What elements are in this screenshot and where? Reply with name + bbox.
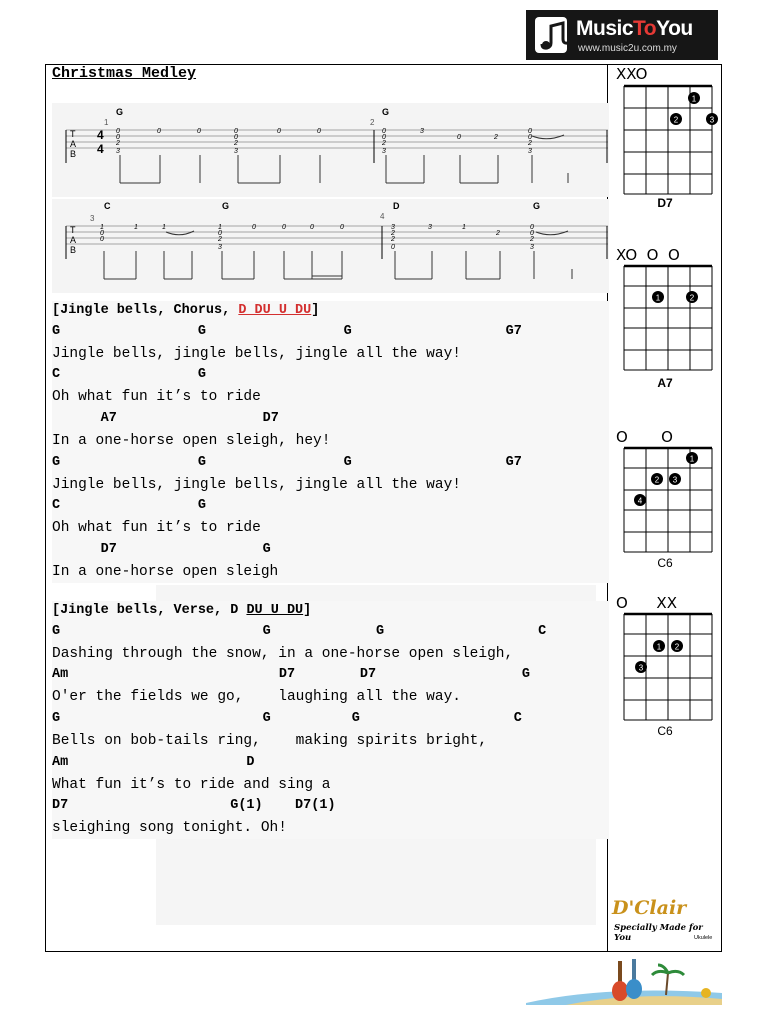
time-sig-bottom: 4 <box>97 142 104 156</box>
chord-line: C G <box>52 498 206 513</box>
svg-text:0: 0 <box>340 224 344 231</box>
measure-number-4: 4 <box>380 212 385 221</box>
svg-text:0: 0 <box>100 236 104 243</box>
svg-text:0: 0 <box>530 230 534 237</box>
tab2-letter-t: T <box>70 225 76 235</box>
lyric-line: Oh what fun it’s to ride <box>52 389 261 405</box>
chorus-header-suffix: ] <box>311 303 320 318</box>
svg-text:0: 0 <box>116 134 120 141</box>
svg-text:0: 0 <box>157 128 161 135</box>
tab2-letter-b: B <box>70 245 77 255</box>
top-marks: XO O O <box>616 246 680 264</box>
lyric-line: In a one-horse open sleigh, hey! <box>52 433 331 449</box>
svg-text:3: 3 <box>234 148 238 155</box>
chord-line: D7 G(1) D7(1) <box>52 798 336 813</box>
svg-text:3: 3 <box>382 148 386 155</box>
svg-text:2: 2 <box>528 140 532 147</box>
chord-line: G G G G7 <box>52 455 522 470</box>
chord-line: Am D <box>52 755 255 770</box>
svg-text:2: 2 <box>116 140 120 147</box>
svg-text:3: 3 <box>391 224 395 231</box>
tab-letter-a: A <box>70 139 77 149</box>
svg-text:3: 3 <box>530 244 534 251</box>
svg-text:2: 2 <box>218 236 222 243</box>
svg-text:2: 2 <box>530 236 534 243</box>
chord-line: G G G C <box>52 624 547 639</box>
svg-text:0: 0 <box>197 128 201 135</box>
tablature-staff-2 <box>52 199 609 293</box>
finger-number: 1 <box>689 454 695 464</box>
finger-number: 2 <box>654 475 660 485</box>
finger-number: 3 <box>709 115 715 125</box>
finger-number: 2 <box>689 293 695 303</box>
chord-name-d7: D7 <box>657 196 673 210</box>
lyric-line: What fun it’s to ride and sing a <box>52 777 331 793</box>
tab-chord-g-1: G <box>116 107 124 117</box>
chord-diagram-c6 <box>608 428 722 558</box>
dclair-tagline: Specially Made for You <box>614 923 703 943</box>
svg-text:0: 0 <box>382 128 386 135</box>
finger-number: 1 <box>691 94 697 104</box>
svg-text:2: 2 <box>391 230 395 237</box>
svg-text:0: 0 <box>528 134 532 141</box>
finger-number: 1 <box>655 293 661 303</box>
dclair-logo <box>608 895 722 947</box>
lyric-line: Dashing through the snow, in a one-horse open sleigh, <box>52 646 514 662</box>
svg-text:3: 3 <box>218 244 222 251</box>
svg-text:0: 0 <box>116 128 120 135</box>
brand-you: You <box>656 17 693 40</box>
svg-text:2: 2 <box>234 140 238 147</box>
svg-text:0: 0 <box>457 134 461 141</box>
svg-text:1: 1 <box>462 224 466 231</box>
brand-name <box>576 17 693 41</box>
measure-number-1: 1 <box>104 118 109 127</box>
chorus-header-prefix: [Jingle bells, Chorus, <box>52 303 239 318</box>
chord-diagram-a7 <box>608 246 722 376</box>
finger-number: 2 <box>673 115 679 125</box>
chord-name-a7: A7 <box>657 376 673 390</box>
chorus-header <box>52 301 319 321</box>
top-marks: XXO <box>616 66 648 83</box>
svg-text:3: 3 <box>428 224 432 231</box>
svg-text:0: 0 <box>528 128 532 135</box>
dclair-sub: Ukulele <box>694 935 713 941</box>
tab-letter-t: T <box>70 129 76 139</box>
verse-header-prefix: [Jingle bells, Verse, D <box>52 603 247 618</box>
chorus-section <box>52 301 609 583</box>
lyric-line: O'er the fields we go, laughing all the way. <box>52 689 461 705</box>
svg-text:2: 2 <box>382 140 386 147</box>
dclair-brand: D'Clair <box>612 897 687 919</box>
beach-ukulele-illustration <box>526 955 722 1005</box>
svg-text:2: 2 <box>494 134 498 141</box>
chord-chart-d7 <box>608 66 722 216</box>
time-sig-top: 4 <box>97 128 104 142</box>
svg-text:0: 0 <box>530 224 534 231</box>
tab-chord-g-3: G <box>222 201 230 211</box>
svg-text:0: 0 <box>317 128 321 135</box>
chorus-strum-pattern: D DU U DU <box>238 303 312 318</box>
svg-text:1: 1 <box>100 224 104 231</box>
tablature-row-1 <box>52 103 609 197</box>
finger-number: 3 <box>672 475 678 485</box>
brand-url: www.music2u.com.my <box>578 43 677 54</box>
svg-text:1: 1 <box>162 224 166 231</box>
brand-music: Music <box>576 17 634 40</box>
measure-number-3: 3 <box>90 214 95 223</box>
tab2-letter-a: A <box>70 235 77 245</box>
svg-text:0: 0 <box>382 134 386 141</box>
music-to-you-logo <box>526 10 718 60</box>
chord-diagram-c6-alt <box>608 594 722 724</box>
chord-line: G G G C <box>52 711 522 726</box>
tablature-staff-1 <box>52 103 609 197</box>
chord-line: D7 G <box>52 542 271 557</box>
tab-chord-c: C <box>104 201 111 211</box>
tab-chord-g-4: G <box>533 201 541 211</box>
svg-text:0: 0 <box>100 230 104 237</box>
music-note-icon <box>534 16 568 54</box>
svg-text:0: 0 <box>234 134 238 141</box>
svg-text:1: 1 <box>134 224 138 231</box>
verse-header-suffix: ] <box>303 603 312 618</box>
svg-text:0: 0 <box>234 128 238 135</box>
tablature-row-2 <box>52 199 609 293</box>
svg-text:3: 3 <box>420 128 424 135</box>
verse-section <box>52 601 609 839</box>
finger-number: 4 <box>637 496 643 506</box>
chord-diagram-d7 <box>608 66 722 196</box>
svg-text:3: 3 <box>528 148 532 155</box>
finger-number: 1 <box>656 642 662 652</box>
top-marks: O O <box>616 428 673 446</box>
verse-strum-pattern: DU U DU <box>246 603 304 618</box>
chord-name-c6-alt: C6 <box>657 724 673 738</box>
brand-to: To <box>633 17 657 40</box>
chord-line: A7 D7 <box>52 411 279 426</box>
tab-chord-d: D <box>393 201 400 211</box>
chord-line: G G G G7 <box>52 324 522 339</box>
lyric-line: sleighing song tonight. Oh! <box>52 820 287 836</box>
song-title: Christmas Medley <box>52 65 197 82</box>
svg-text:3: 3 <box>116 148 120 155</box>
chord-name-c6: C6 <box>657 556 673 570</box>
svg-text:0: 0 <box>218 230 222 237</box>
measure-number-2: 2 <box>370 118 375 127</box>
lyric-line: In a one-horse open sleigh <box>52 564 279 580</box>
tab-chord-g-2: G <box>382 107 390 117</box>
svg-text:0: 0 <box>277 128 281 135</box>
lyric-line: Bells on bob-tails ring, making spirits bright, <box>52 733 488 749</box>
tab-letter-b: B <box>70 149 77 159</box>
lyric-line: Oh what fun it’s to ride <box>52 520 261 536</box>
svg-text:0: 0 <box>282 224 286 231</box>
chord-line: C G <box>52 367 206 382</box>
lyric-line: Jingle bells, jingle bells, jingle all the way! <box>52 346 461 362</box>
song-sheet <box>46 65 607 951</box>
chord-line: Am D7 D7 G <box>52 667 530 682</box>
svg-text:1: 1 <box>218 224 222 231</box>
top-marks: O XX <box>616 594 677 612</box>
chord-chart-c6-alt <box>608 594 722 744</box>
verse-header <box>52 601 311 621</box>
finger-number: 3 <box>638 663 644 673</box>
svg-text:0: 0 <box>310 224 314 231</box>
svg-text:2: 2 <box>391 236 395 243</box>
svg-text:2: 2 <box>496 230 500 237</box>
svg-text:0: 0 <box>391 244 395 251</box>
lyric-line: Jingle bells, jingle bells, jingle all the way! <box>52 477 461 493</box>
chord-chart-c6 <box>608 428 722 578</box>
finger-number: 2 <box>674 642 680 652</box>
svg-text:0: 0 <box>252 224 256 231</box>
chord-chart-a7 <box>608 246 722 396</box>
